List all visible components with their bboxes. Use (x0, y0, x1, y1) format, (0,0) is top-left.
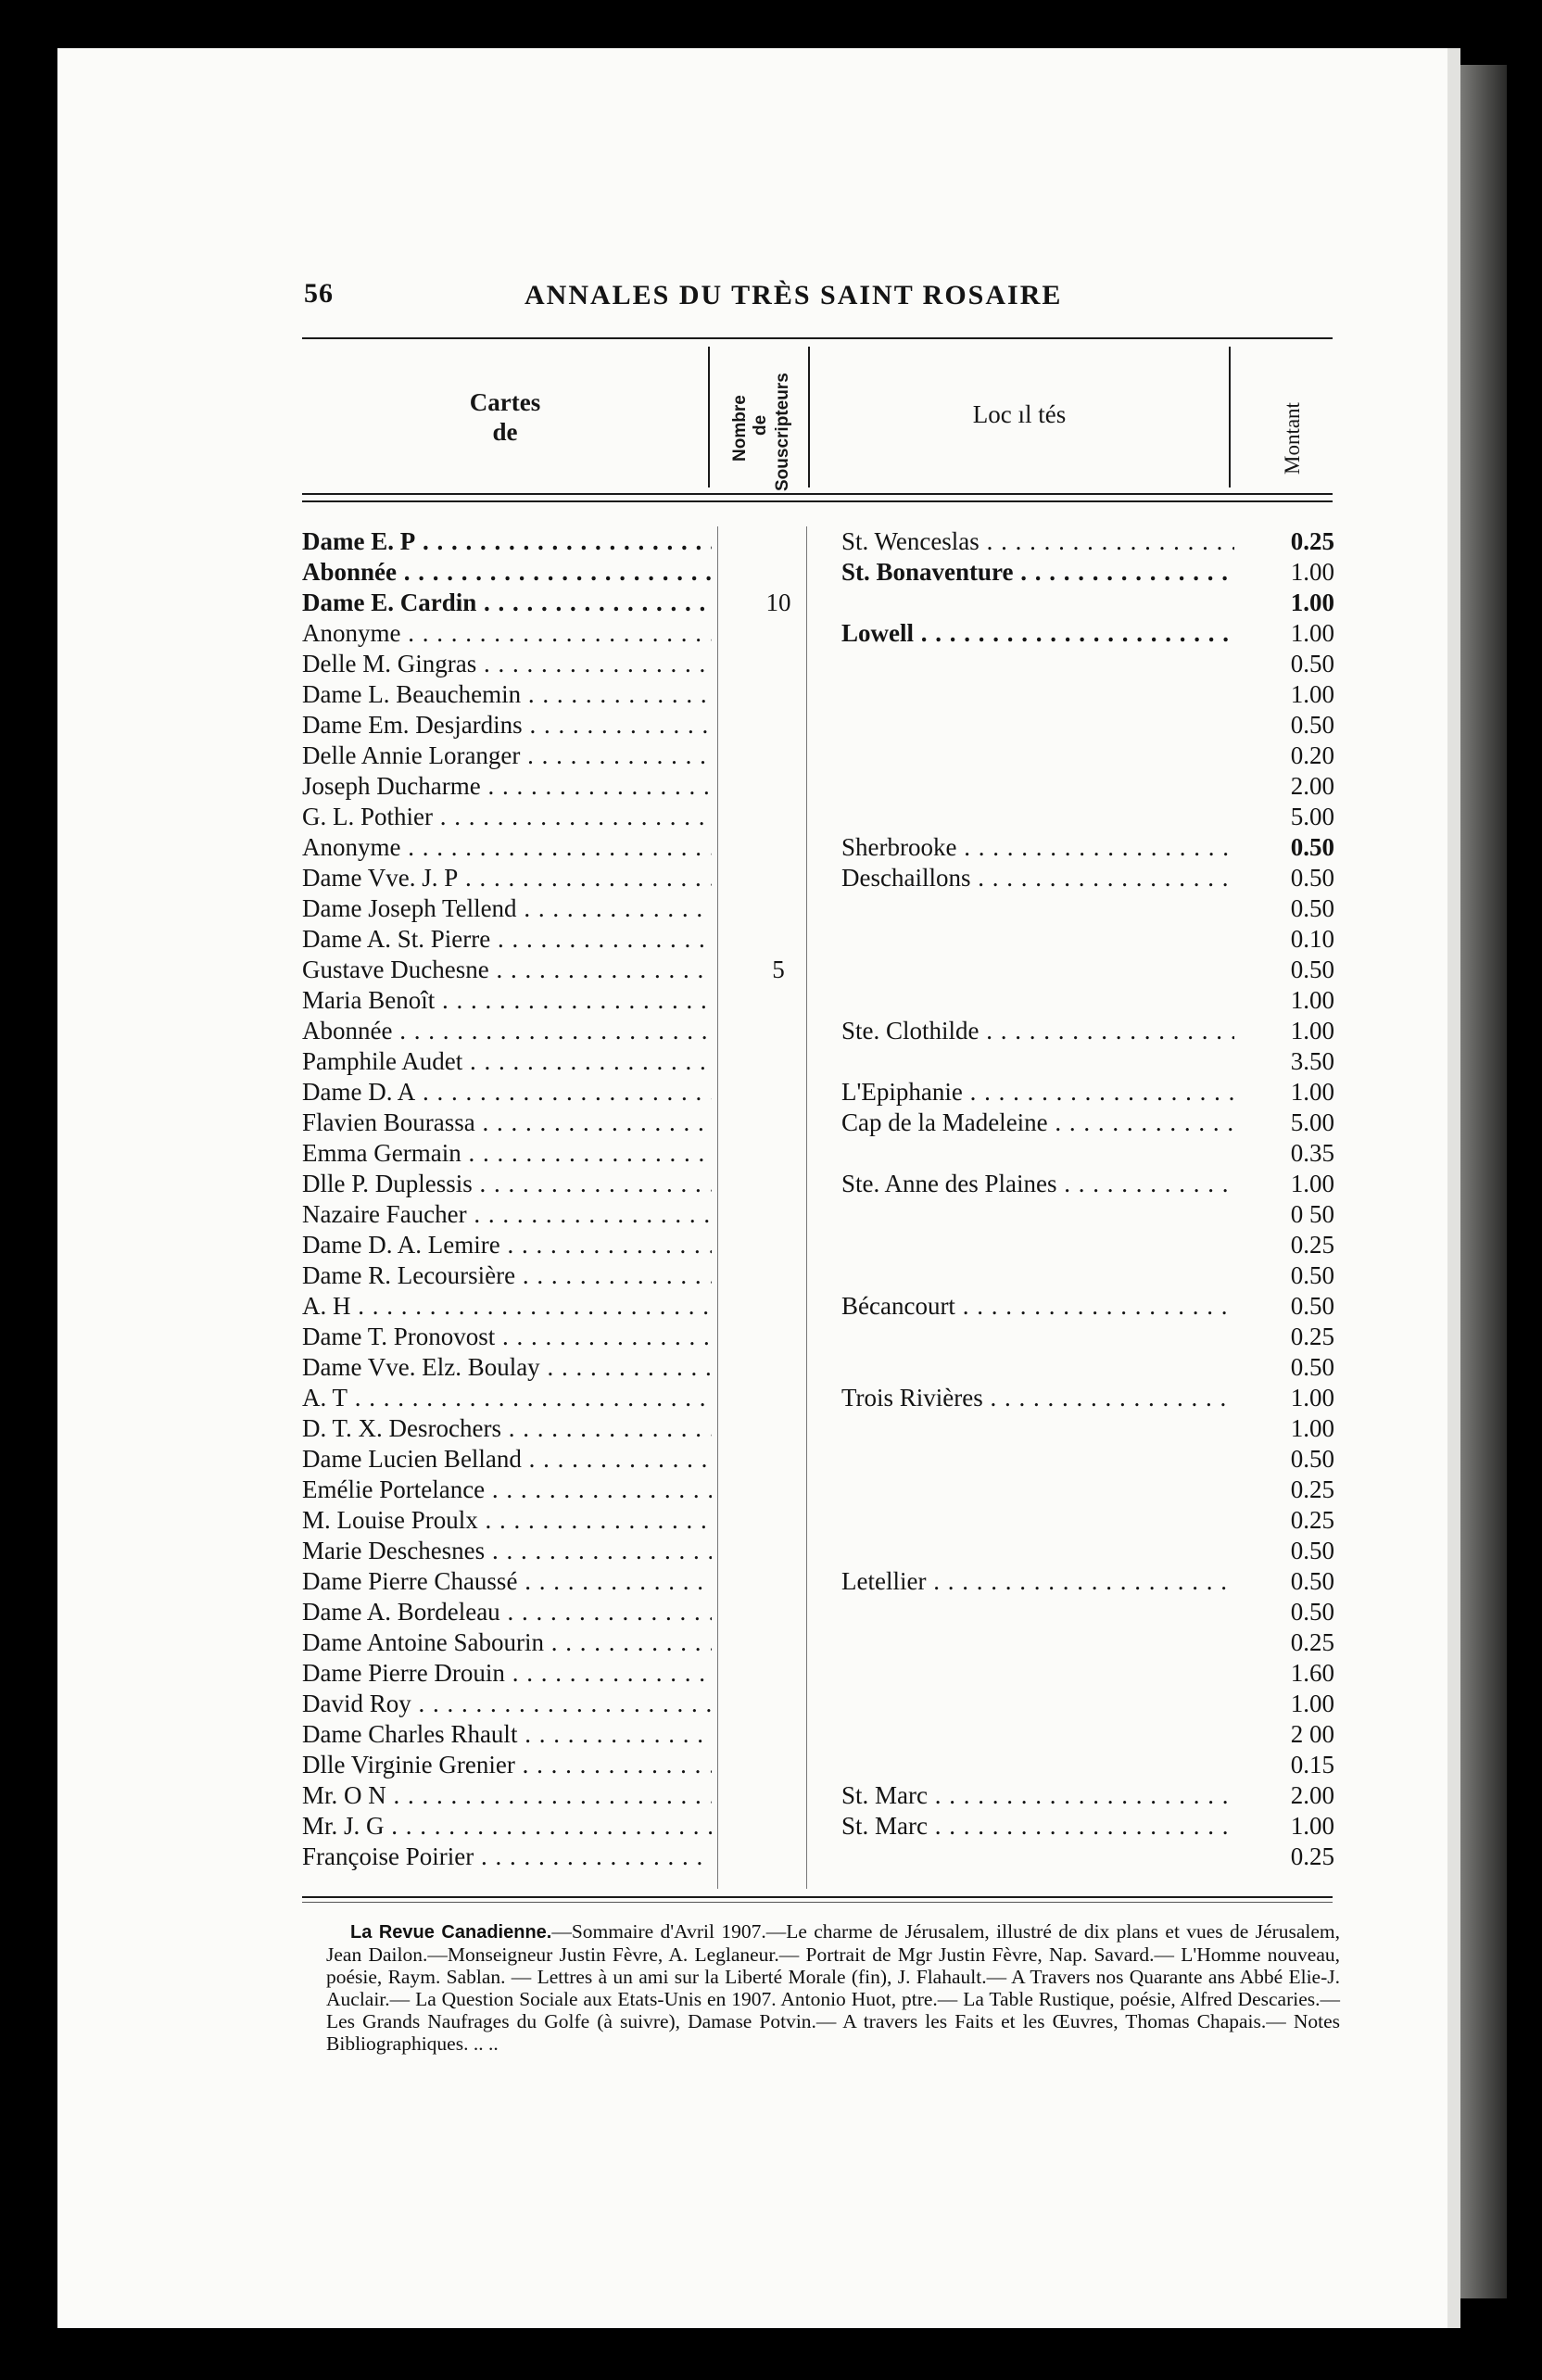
table-row (298, 1597, 1344, 1627)
header-bottom-rule-2 (302, 500, 1333, 502)
table-row (298, 802, 1344, 832)
table-row (298, 1322, 1344, 1352)
row-amount: 1.00 (1290, 558, 1334, 586)
row-name: Dlle Virginie Grenier . . . (302, 1750, 712, 1780)
table-row (298, 1138, 1344, 1169)
row-amount: 5.00 (1290, 803, 1334, 830)
row-amount: 1.00 (1290, 1812, 1334, 1840)
row-name: Dame Pierre Chaussé . . . (302, 1566, 712, 1597)
table-row (298, 1383, 1344, 1413)
row-name: Anonyme . . . (302, 618, 712, 649)
row-locality: Bécancourt . . . (841, 1291, 1234, 1322)
row-name: Dame Em. Desjardins . . . (302, 710, 712, 741)
row-name: Mr. O N . . . (302, 1780, 712, 1811)
running-head (304, 278, 1351, 319)
row-locality: Ste. Anne des Plaines . . . (841, 1169, 1234, 1199)
row-locality: Cap de la Madeleine . . . (841, 1108, 1234, 1138)
table-row (298, 1566, 1344, 1597)
row-amount: 0.25 (1290, 1231, 1334, 1259)
nombre-line3: Souscripteurs (773, 373, 792, 491)
table-row (298, 955, 1344, 985)
row-locality: Letellier . . . (841, 1566, 1234, 1597)
table-row (298, 1046, 1344, 1077)
row-name: Dame D. A. Lemire . . . (302, 1230, 712, 1260)
row-locality: Deschaillons . . . (841, 863, 1234, 893)
row-amount: 0.50 (1290, 1353, 1334, 1381)
row-locality: Sherbrooke . . . (841, 832, 1234, 863)
column-header-cartes (436, 387, 575, 447)
row-name: G. L. Pothier . . . (302, 802, 712, 832)
row-name: A. H . . . (302, 1291, 712, 1322)
row-locality: Trois Rivières . . . (841, 1383, 1234, 1413)
row-amount: 0.50 (1290, 650, 1334, 677)
table-row (298, 1352, 1344, 1383)
row-amount: 1.00 (1290, 1414, 1334, 1442)
row-name: Dame Lucien Belland . . . (302, 1444, 712, 1475)
row-name: Nazaire Faucher . . . (302, 1199, 712, 1230)
row-locality: St. Marc . . . (841, 1811, 1234, 1842)
row-locality: L'Epiphanie . . . (841, 1077, 1234, 1108)
row-amount: 0.50 (1290, 1261, 1334, 1289)
table-row (298, 1199, 1344, 1230)
row-amount: 0.50 (1290, 833, 1334, 861)
table-row (298, 710, 1344, 741)
footnote-rule (302, 1902, 1333, 1903)
row-name: Dlle P. Duplessis . . . (302, 1169, 712, 1199)
row-amount: 5.00 (1290, 1108, 1334, 1136)
row-name: Emélie Portelance . . . (302, 1475, 712, 1505)
row-locality: Ste. Clothilde . . . (841, 1016, 1234, 1046)
row-amount: 0.25 (1290, 1475, 1334, 1503)
row-amount: 2 00 (1290, 1720, 1334, 1748)
row-name: Delle M. Gingras . . . (302, 649, 712, 679)
row-amount: 0.25 (1290, 527, 1334, 555)
nombre-line2: de (751, 414, 770, 436)
row-amount: 1.00 (1290, 1017, 1334, 1044)
row-amount: 1.00 (1290, 1170, 1334, 1197)
row-name: Dame L. Beauchemin . . . (302, 679, 712, 710)
row-name: Gustave Duchesne . . . (302, 955, 712, 985)
footnote-text: —Sommaire d'Avril 1907.—Le charme de Jérusalem, illustré de dix plans et vues de Jérusalem, Jean Dailon.—Monseigneur Justin Fèvre, A. Leglaneur.— Portrait de Mgr Justin Fèvre, Nap. Savard.— L'Homme nouveau, poésie, Raym. Sablan. — Lettres à un ami sur la Liberté Morale (fin), J. Flahault.— A Travers nos Quarante ans Abbé Elie-J. Auclair.— La Question Sociale aux Etats-Unis en 1907. Antonio Huot, ptre.— La Table Rustique, poésie, Alfred Descaries.— Les Grands Naufrages du Golfe (à suivre), Damase Potvin.— A travers les Faits et les Œuvres, Thomas Chapais.— Notes Bibliographiques. .. .. (326, 1920, 1340, 2055)
table-row (298, 1016, 1344, 1046)
row-amount: 0.25 (1290, 1506, 1334, 1534)
column-header-localites (917, 400, 1121, 429)
row-amount: 0.25 (1290, 1842, 1334, 1870)
table-row (298, 588, 1344, 618)
row-amount: 0.50 (1290, 1537, 1334, 1564)
row-name: Marie Deschesnes . . . (302, 1536, 712, 1566)
nombre-line1: Nombre (730, 395, 750, 462)
table-row (298, 1842, 1344, 1872)
row-amount: 0.15 (1290, 1751, 1334, 1779)
table-row (298, 1750, 1344, 1780)
row-amount: 0.50 (1290, 894, 1334, 922)
row-name: Pamphile Audet . . . (302, 1046, 712, 1077)
row-name: Maria Benoît . . . (302, 985, 712, 1016)
row-amount: 0.50 (1290, 1445, 1334, 1473)
row-name: M. Louise Proulx . . . (302, 1505, 712, 1536)
row-amount: 2.00 (1290, 772, 1334, 800)
row-name: Dame Vve. J. P . . . (302, 863, 712, 893)
row-amount: 1.00 (1290, 986, 1334, 1014)
table-row (298, 1719, 1344, 1750)
subscription-table (298, 526, 1344, 1872)
table-row (298, 1627, 1344, 1658)
row-amount: 0.50 (1290, 1292, 1334, 1320)
row-name: Abonnée . . . (302, 1016, 712, 1046)
running-title: ANNALES DU TRÈS SAINT ROSAIRE (525, 280, 1063, 310)
table-row (298, 526, 1344, 557)
row-name: David Roy . . . (302, 1689, 712, 1719)
row-name: Joseph Ducharme . . . (302, 771, 712, 802)
row-amount: 0.50 (1290, 864, 1334, 892)
row-name: Delle Annie Loranger . . . (302, 741, 712, 771)
table-row (298, 741, 1344, 771)
book-page-edge (1460, 65, 1507, 2298)
table-row (298, 557, 1344, 588)
table-row (298, 1108, 1344, 1138)
table-row (298, 618, 1344, 649)
table-row (298, 1505, 1344, 1536)
cartes-line2: de (492, 418, 518, 446)
row-amount: 0.25 (1290, 1323, 1334, 1350)
row-locality: St. Wenceslas . . . (841, 526, 1234, 557)
table-row (298, 832, 1344, 863)
row-name: Emma Germain . . . (302, 1138, 712, 1169)
row-amount: 0.50 (1290, 711, 1334, 739)
row-name: D. T. X. Desrochers . . . (302, 1413, 712, 1444)
table-row (298, 1475, 1344, 1505)
table-row (298, 1077, 1344, 1108)
row-amount: 0 50 (1290, 1200, 1334, 1228)
row-name: Dame E. Cardin . . . (302, 588, 712, 618)
row-name: A. T . . . (302, 1383, 712, 1413)
row-amount: 0.35 (1290, 1139, 1334, 1167)
table-row (298, 924, 1344, 955)
row-amount: 0.50 (1290, 956, 1334, 983)
row-name: Mr. J. G . . . (302, 1811, 712, 1842)
row-amount: 1.00 (1290, 680, 1334, 708)
row-name: Dame Charles Rhault . . . (302, 1719, 712, 1750)
row-name: Dame Antoine Sabourin . . . (302, 1627, 712, 1658)
row-name: Abonnée . . . (302, 557, 712, 588)
table-row (298, 679, 1344, 710)
row-amount: 0.20 (1290, 741, 1334, 769)
row-amount: 0.50 (1290, 1598, 1334, 1626)
row-name: Dame A. St. Pierre . . . (302, 924, 712, 955)
row-name: Dame R. Lecoursière . . . (302, 1260, 712, 1291)
localites-label: Loc ıl tés (972, 400, 1067, 428)
cartes-line1: Cartes (469, 388, 541, 416)
row-amount: 0.10 (1290, 925, 1334, 953)
table-row (298, 771, 1344, 802)
table-row (298, 1658, 1344, 1689)
row-name: Dame D. A . . . (302, 1077, 712, 1108)
table-row (298, 1169, 1344, 1199)
row-locality: St. Marc . . . (841, 1780, 1234, 1811)
table-row (298, 1780, 1344, 1811)
table-row (298, 1230, 1344, 1260)
row-name: Flavien Bourassa . . . (302, 1108, 712, 1138)
row-name: Dame Vve. Elz. Boulay . . . (302, 1352, 712, 1383)
footnote-lead: La Revue Canadienne. (350, 1922, 552, 1943)
row-count: 10 (765, 589, 791, 616)
table-bottom-rule (302, 1896, 1333, 1898)
row-amount: 2.00 (1290, 1781, 1334, 1809)
row-amount: 0.25 (1290, 1628, 1334, 1656)
row-amount: 3.50 (1290, 1047, 1334, 1075)
footnote-review-summary (326, 1920, 1340, 2055)
table-row (298, 1811, 1344, 1842)
page-number: 56 (304, 278, 334, 309)
table-row (298, 863, 1344, 893)
row-amount: 1.00 (1290, 1078, 1334, 1106)
header-top-rule (302, 337, 1333, 339)
column-divider-1 (708, 347, 710, 487)
table-row (298, 1413, 1344, 1444)
row-amount: 1.00 (1290, 619, 1334, 647)
column-divider-3 (1229, 347, 1231, 487)
row-name: Dame Pierre Drouin . . . (302, 1658, 712, 1689)
row-name: Dame E. P . . . (302, 526, 712, 557)
table-row (298, 1536, 1344, 1566)
row-amount: 1.00 (1290, 589, 1334, 616)
row-name: Anonyme . . . (302, 832, 712, 863)
table-row (298, 1291, 1344, 1322)
header-bottom-rule-1 (302, 493, 1333, 495)
column-header-montant: Montant (1281, 402, 1304, 475)
row-count: 5 (772, 956, 785, 983)
row-amount: 1.60 (1290, 1659, 1334, 1687)
row-name: Françoise Poirier . . . (302, 1842, 712, 1872)
table-row (298, 1260, 1344, 1291)
row-name: Dame T. Pronovost . . . (302, 1322, 712, 1352)
row-name: Dame A. Bordeleau . . . (302, 1597, 712, 1627)
row-locality: St. Bonaventure . . . (841, 557, 1234, 588)
row-amount: 1.00 (1290, 1384, 1334, 1412)
table-row (298, 985, 1344, 1016)
row-locality: Lowell . . . (841, 618, 1234, 649)
table-row (298, 649, 1344, 679)
row-name: Dame Joseph Tellend . . . (302, 893, 712, 924)
column-divider-2 (808, 347, 810, 487)
table-row (298, 1444, 1344, 1475)
row-amount: 1.00 (1290, 1690, 1334, 1717)
row-amount: 0.50 (1290, 1567, 1334, 1595)
table-row (298, 893, 1344, 924)
table-row (298, 1689, 1344, 1719)
